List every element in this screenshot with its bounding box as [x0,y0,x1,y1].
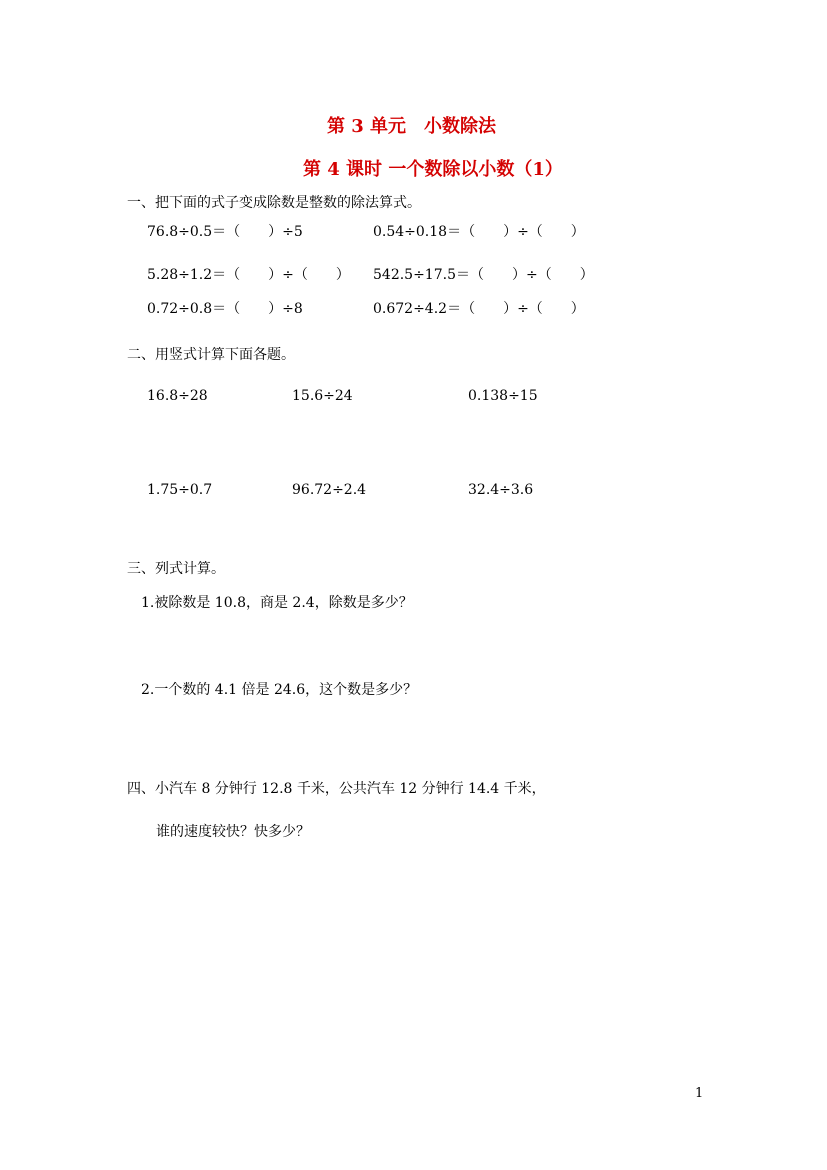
s1-r3-right: 0.672÷4.2＝（ ）÷（ ） [373,301,585,317]
section1-heading: 一、把下面的式子变成除数是整数的除法算式。 [127,195,421,211]
section4-line1: 四、小汽车 8 分钟行 12.8 千米，公共汽车 12 分钟行 14.4 千米， [127,781,546,797]
section3-heading: 三、列式计算。 [127,561,225,577]
s2-r2-c1: 1.75÷0.7 [147,482,213,498]
page-number: 1 [695,1086,704,1101]
s3-question-1: 1.被除数是 10.8，商是 2.4，除数是多少？ [141,595,413,611]
s3-question-2: 2.一个数的 4.1 倍是 24.6，这个数是多少？ [141,682,418,698]
section4-line2: 谁的速度较快？快多少？ [156,824,310,840]
s2-r1-c2: 15.6÷24 [292,388,353,404]
s1-r2-right: 542.5÷17.5＝（ ）÷（ ） [373,267,594,283]
lesson-title: 第 4 课时 一个数除以小数（1） [303,159,563,180]
s2-r1-c1: 16.8÷28 [147,388,208,404]
unit-title: 第 3 单元 小数除法 [327,116,497,137]
s1-r2-left: 5.28÷1.2＝（ ）÷（ ） [147,267,350,283]
s2-r1-c3: 0.138÷15 [468,388,538,404]
s2-r2-c2: 96.72÷2.4 [292,482,367,498]
s1-r1-right: 0.54÷0.18＝（ ）÷（ ） [373,224,585,240]
s1-r1-left: 76.8÷0.5＝（ ）÷5 [147,224,303,240]
s1-r3-left: 0.72÷0.8＝（ ）÷8 [147,301,303,317]
s2-r2-c3: 32.4÷3.6 [468,482,534,498]
section2-heading: 二、用竖式计算下面各题。 [127,347,295,363]
